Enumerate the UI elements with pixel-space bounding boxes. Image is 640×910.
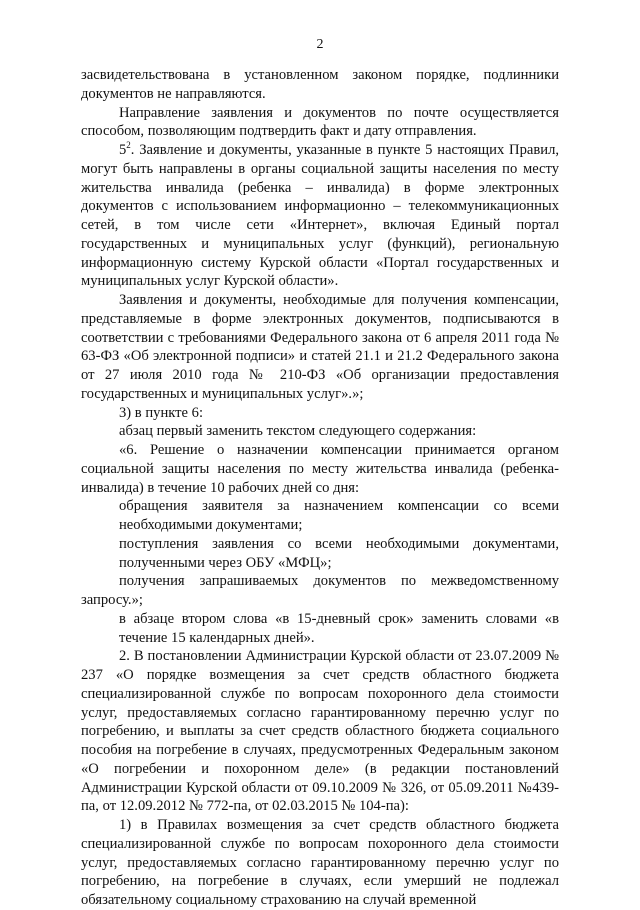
paragraph-replace-first: абзац первый заменить текстом следующего содержания: — [119, 423, 477, 440]
paragraph-electronic-signature: Заявления и документы, необходимые для получения компенсации, представляемые в форме электронных документов, подписываются в соответствии с требованиями Федерального закона от 6 апреля 2011 года № 63-ФЗ «Об электронной подписи» и статей 21.1 и 21.2 Федерального закона от 27 июля 2010 года № 210-ФЗ «Об организации предоставления государственных и муниципальных услуг».»; — [81, 292, 559, 402]
paragraph-decision: «6. Решение о назначении компенсации принимается органом социальной защиты населения по месту жительства инвалида (ребенка-инвалида) в течение 10 рабочих дней со дня: — [81, 442, 559, 496]
paragraph-applicant-request: обращения заявителя за назначением компенсации со всеми необходимыми документами; — [119, 498, 559, 533]
paragraph-mfc-receipt: поступления заявления со всеми необходимыми документами, полученными через ОБУ «МФЦ»; — [119, 535, 559, 571]
page-number: 2 — [316, 37, 324, 52]
paragraph-rules-amendment: 1) в Правилах возмещения за счет средств областного бюджета специализированной службе по вопросам похоронного дела стоимости услуг, предоставляемых согласно гарантированному перечню услуг по погребению, на погребение в случаях, если умерший не подлежал обязательному социальному страхованию на случай временной — [81, 817, 559, 908]
paragraph-resolution-237: 2. В постановлении Администрации Курской области от 23.07.2009 № 237 «О порядке возмещения за счет средств областного бюджета специализированной службе по вопросам похоронного дела стоимости услуг, предоставляемых согласно гарантированному перечню услуг по погребению, и выплаты за счет средств областного бюджета социального пособия на погребение в случаях, предусмотренных Федеральным законом «О погребении и похоронном деле» (в редакции постановлений Администрации Курской области от 09.10.2009 № 326, от 05.09.2011 №439-па, от 12.09.2012 № 772-па, от 02.03.2015 № 104-па): — [81, 648, 559, 815]
paragraph-mail-submission: Направление заявления и документов по почте осуществляется способом, позволяющим подтвердить факт и дату отправления. — [81, 104, 559, 140]
paragraph-second-abzac: в абзаце втором слова «в 15-дневный срок» заменить словами «в течение 15 календарных дней». — [119, 610, 559, 646]
paragraph-continuation: засвидетельствована в установленном законом порядке, подлинники документов не направляются. — [81, 67, 559, 102]
clause-number: 5 — [119, 142, 127, 158]
paragraph-interagency-request: получения запрашиваемых документов по межведомственному запросу.»; — [81, 573, 559, 608]
document-body — [81, 66, 559, 910]
clause-superscript: 2 — [126, 140, 131, 151]
paragraph-electronic-submission — [81, 141, 559, 291]
paragraph-item-3: 3) в пункте 6: — [119, 404, 204, 421]
clause-text: . Заявление и документы, указанные в пункте 5 настоящих Правил, могут быть направлены в органы социальной защиты населения по месту жительства инвалида (ребенка – инвалида) в форме электронных документов с использованием информационно – телекоммуникационных сетей, в том числе сети «Интернет», включая Единый портал государственных и муниципальных услуг (функций), региональную информационную систему Курской области «Портал государственных и муниципальных услуг Курской области». — [81, 142, 559, 290]
